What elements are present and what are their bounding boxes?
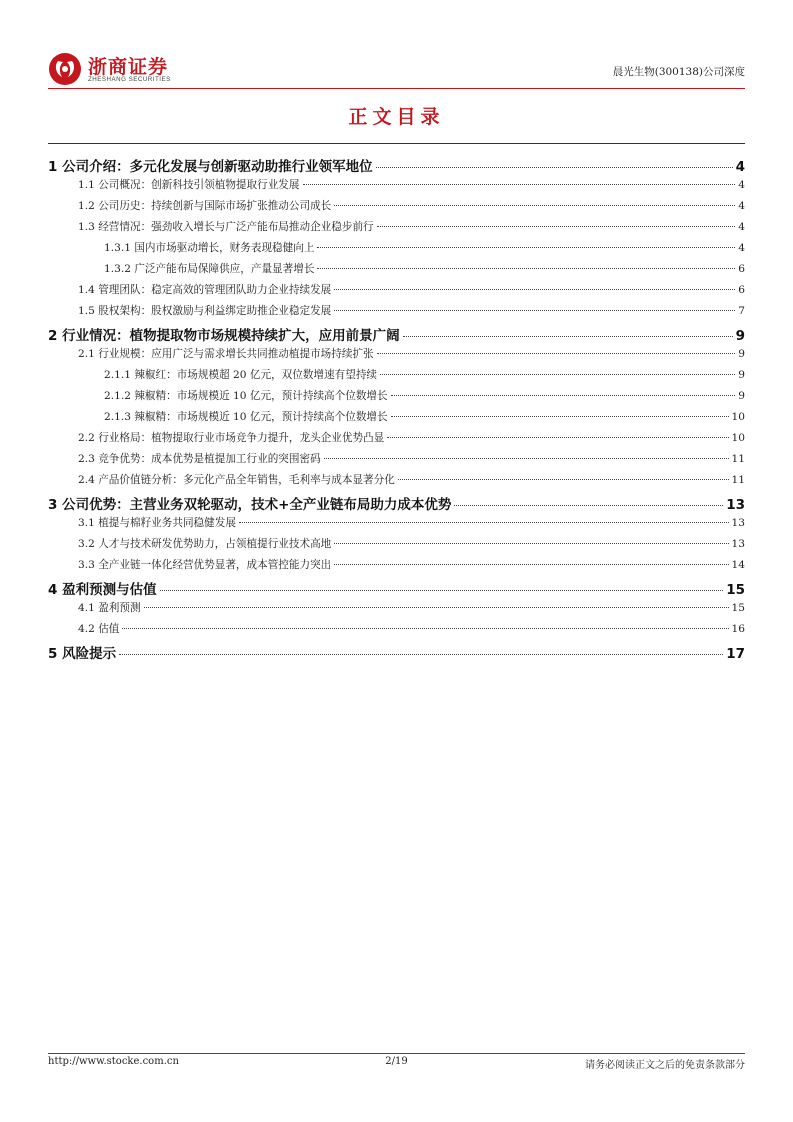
toc-entry-label: 4 盈利预测与估值	[48, 582, 157, 598]
toc-entry-page: 17	[726, 646, 745, 662]
toc-entry-label: 4.1 盈利预测	[78, 602, 141, 614]
logo-text-en: ZHESHANG SECURITIES	[88, 76, 171, 83]
toc-dot-leader	[239, 522, 729, 523]
toc-dot-leader	[324, 458, 729, 459]
toc-entry-level-2[interactable]	[48, 621, 745, 642]
report-label: 晨光生物(300138)公司深度	[612, 66, 745, 78]
toc-entry-page: 9	[738, 369, 745, 381]
toc-entry-level-3[interactable]	[48, 409, 745, 430]
toc-entry-level-2[interactable]	[48, 557, 745, 578]
toc-dot-leader	[160, 590, 724, 591]
toc-dot-leader	[334, 543, 728, 544]
toc-entry-page: 15	[726, 582, 745, 598]
footer-url-link[interactable]: http://www.stocke.com.cn	[48, 1056, 179, 1067]
toc-entry-level-2[interactable]	[48, 303, 745, 324]
toc-entry-label: 3 公司优势：主营业务双轮驱动，技术+全产业链布局助力成本优势	[48, 497, 452, 513]
toc-entry-level-1[interactable]	[48, 493, 745, 515]
toc-entry-page: 6	[738, 263, 745, 275]
toc-entry-page: 4	[738, 221, 745, 233]
toc-entry-label: 2.1 行业规模：应用广泛与需求增长共同推动植提市场持续扩张	[78, 348, 374, 360]
toc-entry-page: 4	[735, 159, 745, 175]
toc-entry-label: 1.3.1 国内市场驱动增长，财务表现稳健向上	[104, 242, 315, 254]
toc-entry-page: 13	[731, 538, 745, 550]
toc-entry-label: 1.1 公司概况：创新科技引领植物提取行业发展	[78, 179, 300, 191]
toc-dot-leader	[376, 167, 733, 168]
toc-entry-page: 4	[738, 179, 745, 191]
toc-dot-leader	[391, 416, 729, 417]
toc-entry-page: 13	[731, 517, 745, 529]
toc-entry-level-3[interactable]	[48, 367, 745, 388]
toc-entry-page: 11	[731, 474, 745, 486]
toc-entry-label: 2.4 产品价值链分析：多元化产品全年销售，毛利率与成本显著分化	[78, 474, 395, 486]
toc-entry-level-3[interactable]	[48, 240, 745, 261]
toc-entry-level-1[interactable]	[48, 642, 745, 664]
toc-dot-leader	[377, 226, 736, 227]
toc-entry-label: 1.3 经营情况：强劲收入增长与广泛产能布局推动企业稳步前行	[78, 221, 374, 233]
toc-entry-label: 1.5 股权架构：股权激励与利益绑定助推企业稳定发展	[78, 305, 332, 317]
toc-entry-level-2[interactable]	[48, 472, 745, 493]
toc-entry-label: 1.2 公司历史：持续创新与国际市场扩张推动公司成长	[78, 200, 332, 212]
toc-entry-label: 2.2 行业格局：植物提取行业市场竞争力提升，龙头企业优势凸显	[78, 432, 385, 444]
logo-mark-icon	[48, 52, 82, 86]
toc-entry-level-1[interactable]	[48, 324, 745, 346]
toc-entry-level-2[interactable]	[48, 536, 745, 557]
toc-entry-page: 16	[731, 623, 745, 635]
footer-divider	[48, 1053, 745, 1054]
toc-dot-leader	[403, 336, 733, 337]
toc-dot-leader	[144, 607, 729, 608]
toc-dot-leader	[334, 310, 735, 311]
toc-entry-page: 4	[738, 200, 745, 212]
toc-entry-label: 1.4 管理团队：稳定高效的管理团队助力企业持续发展	[78, 284, 332, 296]
toc-dot-leader	[303, 184, 736, 185]
toc-entry-label: 1.3.2 广泛产能布局保障供应，产量显著增长	[104, 263, 315, 275]
toc-entry-level-2[interactable]	[48, 198, 745, 219]
toc-dot-leader	[334, 564, 728, 565]
toc-entry-level-2[interactable]	[48, 346, 745, 367]
logo-text-cn: 浙商证券	[88, 56, 169, 78]
title-divider	[48, 143, 745, 144]
toc-entry-label: 3.1 植提与棉籽业务共同稳健发展	[78, 517, 236, 529]
toc-entry-level-1[interactable]	[48, 578, 745, 600]
toc-entry-label: 2 行业情况：植物提取物市场规模持续扩大，应用前景广阔	[48, 328, 400, 344]
toc-entry-page: 7	[738, 305, 745, 317]
toc-entry-page: 9	[738, 348, 745, 360]
toc-dot-leader	[398, 479, 729, 480]
toc-entry-label: 5 风险提示	[48, 646, 117, 662]
toc-entry-label: 3.3 全产业链一体化经营优势显著，成本管控能力突出	[78, 559, 332, 571]
toc-entry-level-2[interactable]	[48, 515, 745, 536]
toc-entry-label: 1 公司介绍：多元化发展与创新驱动助推行业领军地位	[48, 159, 373, 175]
toc-entry-label: 2.1.1 辣椒红：市场规模超 20 亿元，双位数增速有望持续	[104, 369, 378, 381]
page-title: 正文目录	[348, 106, 445, 128]
toc-entry-level-3[interactable]	[48, 261, 745, 282]
footer-disclaimer: 请务必阅读正文之后的免责条款部分	[585, 1060, 745, 1071]
toc-entry-page: 6	[738, 284, 745, 296]
toc-entry-page: 9	[738, 390, 745, 402]
toc-dot-leader	[334, 205, 735, 206]
toc-entry-level-1[interactable]	[48, 155, 745, 177]
page-number: 2/19	[385, 1056, 408, 1067]
page-footer	[48, 1056, 745, 1074]
toc-entry-level-2[interactable]	[48, 600, 745, 621]
toc-entry-page: 10	[731, 432, 745, 444]
toc-entry-page: 13	[726, 497, 745, 513]
page-header	[48, 46, 745, 92]
toc-dot-leader	[391, 395, 736, 396]
toc-entry-page: 14	[731, 559, 745, 571]
toc-dot-leader	[317, 247, 735, 248]
toc-dot-leader	[377, 353, 736, 354]
toc-entry-level-2[interactable]	[48, 282, 745, 303]
toc-dot-leader	[454, 505, 723, 506]
toc-entry-label: 2.1.2 辣椒精：市场规模近 10 亿元，预计持续高个位数增长	[104, 390, 388, 402]
toc-entry-level-2[interactable]	[48, 219, 745, 240]
toc-entry-page: 9	[735, 328, 745, 344]
toc-entry-level-2[interactable]	[48, 451, 745, 472]
toc-entry-level-2[interactable]	[48, 177, 745, 198]
toc-entry-page: 10	[731, 411, 745, 423]
toc-entry-label: 2.1.3 辣椒精：市场规模近 10 亿元，预计持续高个位数增长	[104, 411, 388, 423]
toc-dot-leader	[122, 628, 728, 629]
table-of-contents	[48, 155, 745, 664]
toc-entry-level-2[interactable]	[48, 430, 745, 451]
toc-entry-label: 4.2 估值	[78, 623, 120, 635]
toc-entry-page: 11	[731, 453, 745, 465]
toc-entry-page: 15	[731, 602, 745, 614]
toc-entry-label: 3.2 人才与技术研发优势助力，占领植提行业技术高地	[78, 538, 332, 550]
toc-dot-leader	[387, 437, 728, 438]
toc-entry-label: 2.3 竞争优势：成本优势是植提加工行业的突围密码	[78, 453, 321, 465]
toc-entry-page: 4	[738, 242, 745, 254]
toc-dot-leader	[380, 374, 735, 375]
toc-dot-leader	[334, 289, 735, 290]
toc-dot-leader	[119, 654, 723, 655]
header-divider	[48, 88, 745, 89]
toc-entry-level-3[interactable]	[48, 388, 745, 409]
toc-dot-leader	[317, 268, 735, 269]
